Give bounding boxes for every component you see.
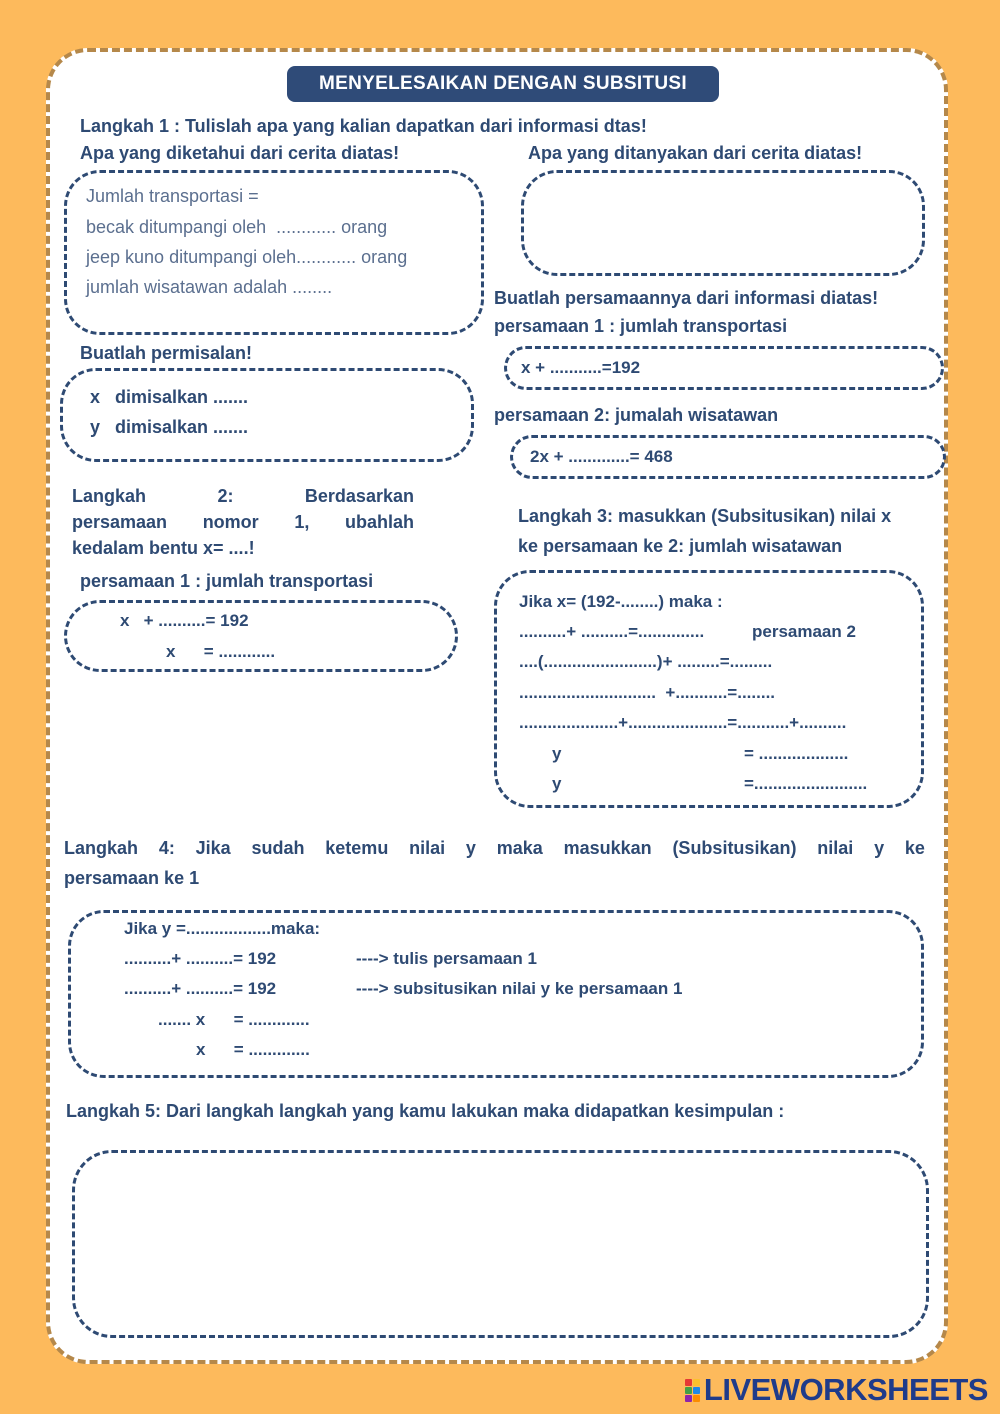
known-line: Jumlah transportasi =: [86, 186, 259, 206]
step3-y-label: y: [552, 744, 562, 763]
step4-line: ....... x = .............: [158, 1010, 310, 1029]
step4-word: ketemu: [325, 838, 389, 858]
step2-word: 1,: [294, 512, 310, 532]
logo-cell: [685, 1379, 692, 1386]
step3-heading-line1: Langkah 3: masukkan (Subsitusikan) nilai x: [518, 506, 892, 526]
step3-line: ....(........................)+ .........=.........: [519, 652, 773, 671]
step2-word: Langkah: [72, 486, 147, 506]
step4-word: y: [874, 838, 885, 858]
step2-eq-label: persamaan 1 : jumlah transportasi: [80, 571, 374, 591]
step4-word: masukkan: [563, 838, 652, 858]
step2-word: nomor: [202, 512, 259, 532]
step4-line: ..........+ ..........= 192: [124, 949, 277, 968]
step4-word: sudah: [251, 838, 305, 858]
step4-word: Langkah: [64, 838, 139, 858]
known-label: Apa yang diketahui dari cerita diatas!: [80, 143, 400, 163]
equations-label: Buatlah persamaannya dari informasi diatas!: [494, 288, 879, 308]
logo-cell: [685, 1395, 692, 1402]
asked-label: Apa yang ditanyakan dari cerita diatas!: [528, 143, 863, 163]
step2-heading-line1: [72, 486, 414, 507]
step3-y-value: = ...................: [744, 744, 849, 763]
assumption-line-x: x dimisalkan .......: [90, 387, 249, 407]
step4-line: x = .............: [196, 1040, 310, 1059]
equation2-value: 2x + .............= 468: [530, 447, 673, 466]
conclusion-box[interactable]: [72, 1150, 929, 1338]
step3-y-label: y: [552, 774, 562, 793]
step4-word: nilai: [817, 838, 854, 858]
step3-line: ..........+ ..........=..............: [519, 622, 705, 641]
step4-word: maka: [496, 838, 543, 858]
known-line: becak ditumpangi oleh ............ orang: [86, 217, 388, 237]
step2-word: Berdasarkan: [304, 486, 414, 506]
logo-cell: [693, 1395, 700, 1402]
step4-word: ke: [904, 838, 925, 858]
step4-word: 4:: [158, 838, 175, 858]
step4-heading-line1: [64, 838, 925, 859]
liveworksheets-logo: [685, 1372, 988, 1408]
equation1-value: x + ...........=192: [521, 358, 641, 377]
step2-line: x + ..........= 192: [120, 611, 249, 630]
step2-heading-line3: kedalam bentu x= ....!: [72, 538, 255, 558]
step2-heading-line2: [72, 512, 414, 533]
known-line: jeep kuno ditumpangi oleh............ orang: [86, 247, 408, 267]
step4-line: Jika y =..................maka:: [124, 919, 321, 938]
asked-answer-box[interactable]: [521, 170, 925, 276]
logo-mark-icon: [685, 1379, 700, 1402]
step2-word: ubahlah: [344, 512, 414, 532]
step3-heading-line2: ke persamaan ke 2: jumlah wisatawan: [518, 536, 843, 556]
logo-cell: [685, 1387, 692, 1394]
assumption-line-y: y dimisalkan .......: [90, 417, 249, 437]
equation2-label: persamaan 2: jumalah wisatawan: [494, 405, 779, 425]
step3-line: Jika x= (192-........) maka :: [519, 592, 723, 611]
step3-side-label: persamaan 2: [752, 622, 856, 641]
step2-word: 2:: [217, 486, 234, 506]
step4-word: y: [465, 838, 476, 858]
equation1-label: persamaan 1 : jumlah transportasi: [494, 316, 788, 336]
brand-text: LIVEWORKSHEETS: [703, 1372, 988, 1407]
step5-heading: Langkah 5: Dari langkah langkah yang kamu lakukan maka didapatkan kesimpulan :: [66, 1101, 785, 1121]
logo-cell: [693, 1387, 700, 1394]
logo-cell: [693, 1379, 700, 1386]
known-line: jumlah wisatawan adalah ........: [86, 277, 333, 297]
step3-y-value: =........................: [744, 774, 868, 793]
step3-line: ............................. +...........=........: [519, 683, 776, 702]
step3-line: .....................+.....................=...........+..........: [519, 713, 847, 732]
step4-heading-line2: persamaan ke 1: [64, 868, 200, 888]
step4-note: ----> subsitusikan nilai y ke persamaan 1: [356, 979, 683, 998]
step2-line: x = ............: [166, 642, 276, 661]
step4-word: (Subsitusikan): [672, 838, 797, 858]
step4-word: nilai: [409, 838, 446, 858]
assumption-box[interactable]: [60, 368, 474, 462]
step2-word: persamaan: [72, 512, 168, 532]
step4-line: ..........+ ..........= 192: [124, 979, 277, 998]
step1-heading: Langkah 1 : Tulislah apa yang kalian dapatkan dari informasi dtas!: [80, 116, 647, 136]
page-title: MENYELESAIKAN DENGAN SUBSITUSI: [287, 66, 719, 102]
step4-note: ----> tulis persamaan 1: [356, 949, 537, 968]
step4-word: Jika: [195, 838, 231, 858]
assumption-label: Buatlah permisalan!: [80, 343, 253, 363]
